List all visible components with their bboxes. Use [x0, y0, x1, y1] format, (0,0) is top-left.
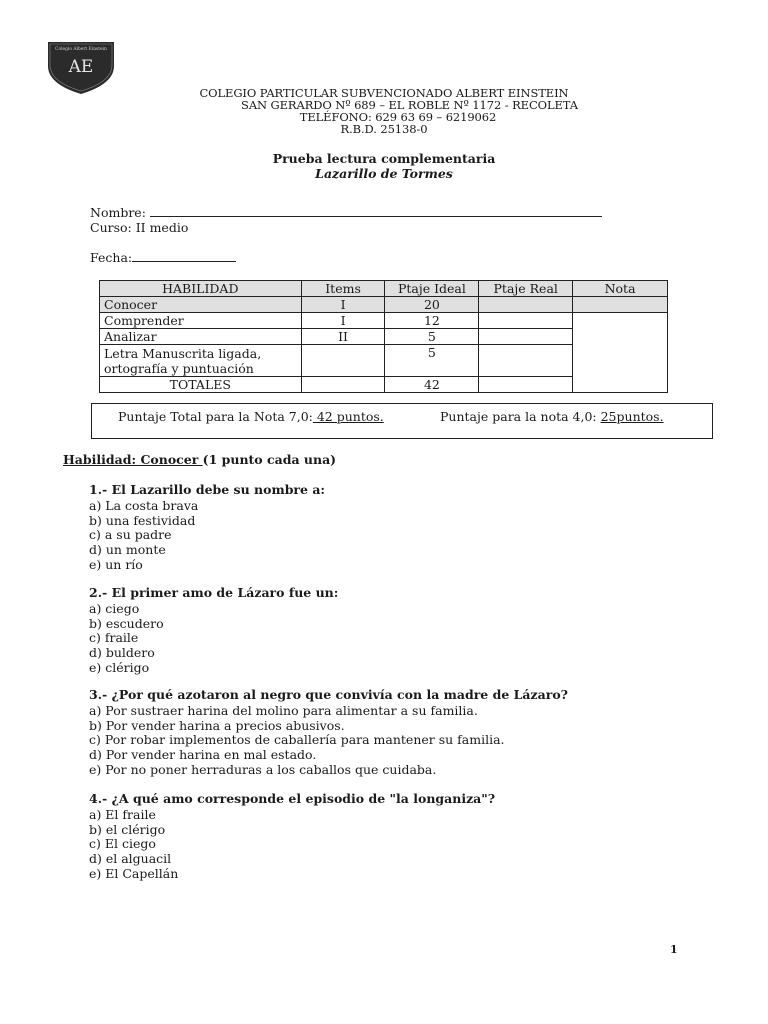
- section-points: (1 punto cada una): [202, 452, 337, 467]
- cell-ideal: 20: [385, 297, 479, 313]
- question-text: 4.- ¿A qué amo corresponde el episodio de "la longaniza"?: [89, 791, 496, 806]
- option[interactable]: e) clérigo: [89, 659, 150, 675]
- date-field[interactable]: [90, 250, 236, 265]
- name-label: Nombre:: [90, 205, 146, 220]
- grading-box: [91, 403, 713, 439]
- grade-4-prefix: Puntaje para la nota 4,0:: [440, 409, 601, 424]
- question-4: [89, 792, 729, 882]
- date-line[interactable]: [132, 251, 236, 262]
- grade-7-text: [118, 409, 384, 424]
- option[interactable]: a) El fraile: [89, 806, 156, 822]
- school-phone: TELÉFONO: 629 63 69 – 6219062: [299, 110, 497, 124]
- header-nota: Nota: [573, 281, 668, 297]
- option[interactable]: e) El Capellán: [89, 865, 179, 881]
- option[interactable]: b) una festividad: [89, 512, 196, 528]
- section-heading: [63, 452, 336, 467]
- question-1: [89, 483, 729, 573]
- name-field[interactable]: [90, 205, 602, 220]
- option[interactable]: b) Por vender harina a precios abusivos.: [89, 717, 345, 733]
- cell-real[interactable]: [479, 313, 573, 329]
- question-2: [89, 586, 729, 676]
- cell-habilidad: Letra Manuscrita ligada, ortografía y puntuación: [100, 345, 302, 377]
- cell-habilidad: Conocer: [100, 297, 302, 313]
- logo-arc-text: Colegio Albert Einstein: [55, 47, 107, 52]
- header-ptaje-ideal: Ptaje Ideal: [385, 281, 479, 297]
- option[interactable]: c) a su padre: [89, 527, 172, 543]
- school-name: COLEGIO PARTICULAR SUBVENCIONADO ALBERT EINSTEIN: [199, 86, 569, 100]
- option[interactable]: c) Por robar implementos de caballería para mantener su familia.: [89, 732, 505, 748]
- cell-totals-label: TOTALES: [100, 377, 302, 393]
- cell-totals-ideal: 42: [385, 377, 479, 393]
- option[interactable]: b) escudero: [89, 615, 164, 631]
- cell-habilidad: Comprender: [100, 313, 302, 329]
- cell-ideal: 5: [385, 329, 479, 345]
- question-text: 2.- El primer amo de Lázaro fue un:: [89, 585, 339, 600]
- option[interactable]: d) el alguacil: [89, 851, 172, 867]
- cell-ideal: 12: [385, 313, 479, 329]
- cell-totals-real[interactable]: [479, 377, 573, 393]
- cell-real[interactable]: [479, 329, 573, 345]
- header-ptaje-real: Ptaje Real: [479, 281, 573, 297]
- option[interactable]: e) un río: [89, 556, 143, 572]
- cell-items: I: [301, 313, 385, 329]
- school-address: SAN GERARDO Nº 689 – EL ROBLE Nº 1172 - RECOLETA: [241, 98, 578, 112]
- question-text: 3.- ¿Por qué azotaron al negro que convivía con la madre de Lázaro?: [89, 687, 568, 702]
- option[interactable]: d) un monte: [89, 542, 166, 558]
- course-field: Curso: II medio: [90, 220, 189, 235]
- grade-4-text: [440, 409, 664, 424]
- option[interactable]: c) El ciego: [89, 836, 156, 852]
- table-row: [100, 297, 668, 313]
- school-rbd: R.B.D. 25138-0: [340, 122, 428, 136]
- cell-real[interactable]: [479, 345, 573, 377]
- option[interactable]: d) buldero: [89, 645, 155, 661]
- option[interactable]: b) el clérigo: [89, 821, 166, 837]
- option[interactable]: a) Por sustraer harina del molino para alimentar a su familia.: [89, 702, 478, 718]
- grade-7-prefix: Puntaje Total para la Nota 7,0:: [118, 409, 313, 424]
- test-title: Prueba lectura complementaria: [272, 151, 496, 166]
- cell-items: [301, 345, 385, 377]
- logo-monogram: AE: [68, 57, 94, 77]
- page-number: 1: [670, 943, 678, 956]
- cell-ideal: 5: [385, 345, 479, 377]
- question-text: 1.- El Lazarillo debe su nombre a:: [89, 482, 326, 497]
- grade-4-value: 25puntos.: [600, 409, 664, 424]
- option[interactable]: a) ciego: [89, 600, 140, 616]
- header-items: Items: [301, 281, 385, 297]
- cell-habilidad: Analizar: [100, 329, 302, 345]
- option[interactable]: c) fraile: [89, 630, 139, 646]
- score-table: [99, 280, 668, 393]
- grade-7-value: 42 puntos.: [312, 409, 384, 424]
- score-table-header: [100, 281, 668, 297]
- table-row: [100, 313, 668, 329]
- option[interactable]: a) La costa brava: [89, 497, 199, 513]
- cell-nota[interactable]: [573, 313, 668, 393]
- option[interactable]: d) Por vender harina en mal estado.: [89, 747, 317, 763]
- header-habilidad: HABILIDAD: [100, 281, 302, 297]
- date-label: Fecha:: [90, 250, 133, 265]
- cell-items: I: [301, 297, 385, 313]
- cell-totals-items: [301, 377, 385, 393]
- cell-real[interactable]: [479, 297, 573, 313]
- book-title: Lazarillo de Tormes: [315, 166, 453, 181]
- cell-nota-top[interactable]: [573, 297, 668, 313]
- section-label: Habilidad: Conocer: [63, 452, 203, 467]
- name-line[interactable]: [150, 206, 602, 217]
- question-3: [89, 688, 729, 778]
- cell-items: II: [301, 329, 385, 345]
- option[interactable]: e) Por no poner herraduras a los caballos que cuidaba.: [89, 761, 437, 777]
